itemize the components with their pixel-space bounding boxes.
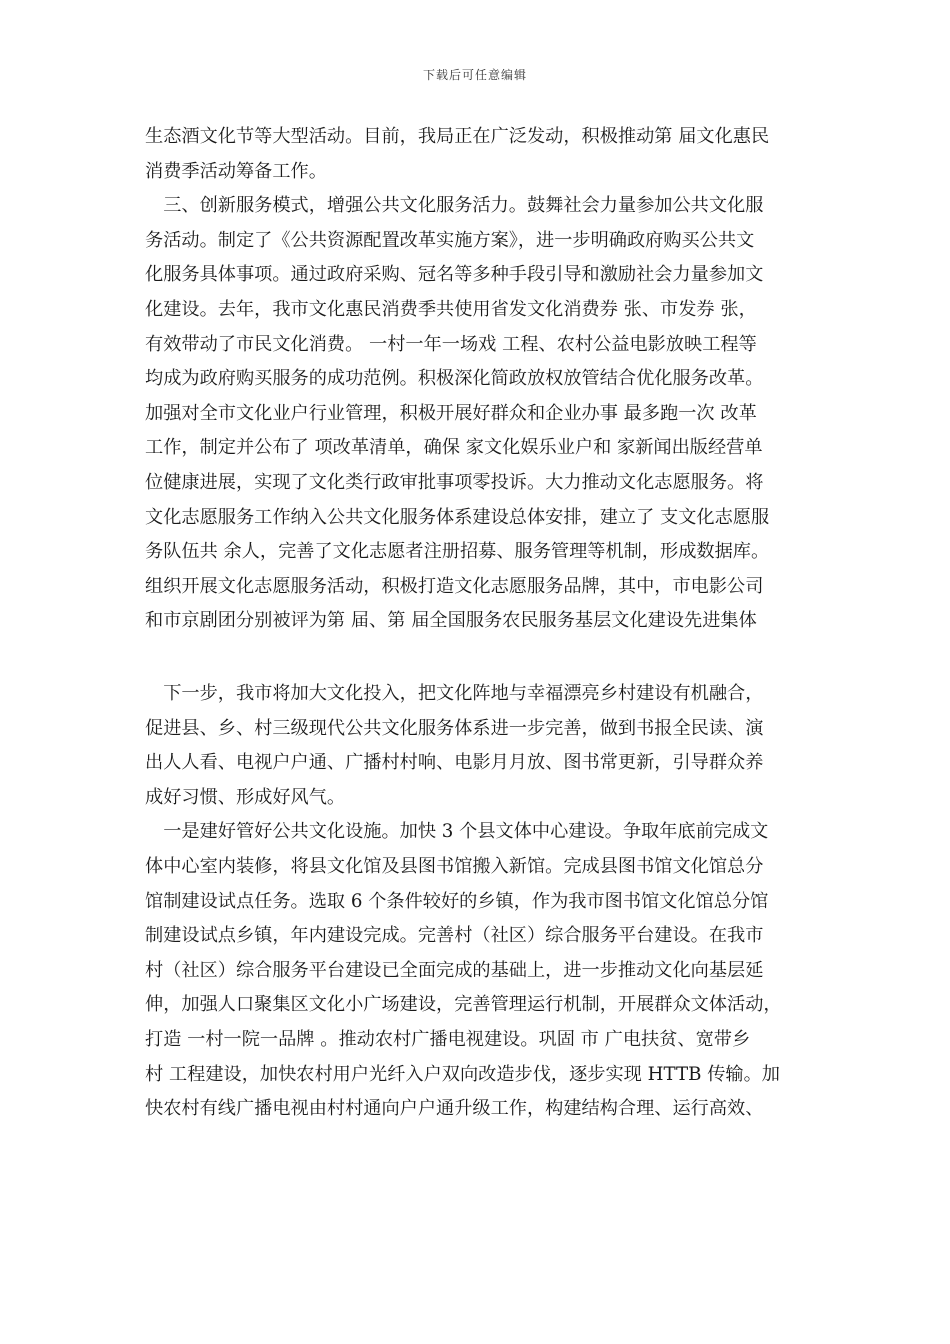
text-line: 化建设。去年，我市文化惠民消费季共使用省发文化消费券 张、市发券 张，	[145, 298, 757, 320]
text-line: 和市京剧团分别被评为第 届、第 届全国服务农民服务基层文化建设先进集体	[145, 610, 757, 632]
text-line: 文化志愿服务工作纳入公共文化服务体系建设总体安排，建立了 支文化志愿服	[145, 506, 770, 528]
text-line: 组织开展文化志愿服务活动，积极打造文化志愿服务品牌，其中，市电影公司	[145, 575, 764, 597]
text-line: 有效带动了市民文化消费。 一村一年一场戏 工程、农村公益电影放映工程等	[145, 333, 757, 355]
text-line: 制建设试点乡镇，年内建设完成。完善村（社区）综合服务平台建设。在我市	[145, 925, 764, 947]
text-line: 村 工程建设，加快农村用户光纤入户双向改造步伐，逐步实现 HTTB 传输。加	[145, 1063, 780, 1085]
text-line: 快农村有线广播电视由村村通向户户通升级工作，构建结构合理、运行高效、	[145, 1098, 764, 1120]
text-line: 消费季活动筹备工作。	[145, 160, 327, 182]
text-line: 三、创新服务模式，增强公共文化服务活力。鼓舞社会力量参加公共文化服	[145, 195, 764, 217]
text-line: 务队伍共 余人，完善了文化志愿者注册招募、服务管理等机制，形成数据库。	[145, 541, 770, 563]
text-line: 打造 一村一院一品牌 。推动农村广播电视建设。巩固 市 广电扶贫、宽带乡	[145, 1028, 751, 1050]
text-line: 均成为政府购买服务的成功范例。积极深化简政放权放管结合优化服务改革。	[145, 368, 764, 390]
text-line: 化服务具体事项。通过政府采购、冠名等多种手段引导和激励社会力量参加文	[145, 264, 764, 286]
text-line: 务活动。制定了《公共资源配置改革实施方案》，进一步明确政府购买公共文	[145, 229, 755, 251]
page-header: 下载后可任意编辑	[422, 68, 527, 82]
text-line: 馆制建设试点任务。选取 6 个条件较好的乡镇，作为我市图书馆文化馆总分馆	[145, 890, 769, 912]
text-line: 位健康进展，实现了文化类行政审批事项零投诉。大力推动文化志愿服务。将	[145, 471, 764, 493]
text-line: 加强对全市文化业户行业管理，积极开展好群众和企业办事 最多跑一次 改革	[145, 402, 757, 424]
text-line: 促进县、乡、村三级现代公共文化服务体系进一步完善，做到书报全民读、演	[145, 717, 764, 739]
paragraph-block-1	[145, 120, 813, 639]
text-line: 生态酒文化节等大型活动。目前，我局正在广泛发动，积极推动第 届文化惠民	[145, 126, 770, 147]
text-line: 出人人看、电视户户通、广播村村响、电影月月放、图书常更新，引导群众养	[145, 752, 764, 774]
text-line: 村（社区）综合服务平台建设已全面完成的基础上，进一步推动文化向基层延	[145, 959, 764, 981]
text-line: 成好习惯、形成好风气。	[145, 786, 346, 808]
paragraph-block-2	[145, 677, 813, 1127]
text-line: 体中心室内装修，将县文化馆及县图书馆搬入新馆。完成县图书馆文化馆总分	[145, 855, 764, 877]
text-line: 伸，加强人口聚集区文化小广场建设，完善管理运行机制，开展群众文体活动，	[145, 994, 782, 1016]
text-line: 工作，制定并公布了 项改革清单，确保 家文化娱乐业户和 家新闻出版经营单	[145, 437, 763, 459]
text-line: 一是建好管好公共文化设施。加快 3 个县文体中心建设。争取年底前完成文	[145, 821, 769, 843]
text-line: 下一步，我市将加大文化投入，把文化阵地与幸福漂亮乡村建设有机融合，	[145, 683, 764, 704]
